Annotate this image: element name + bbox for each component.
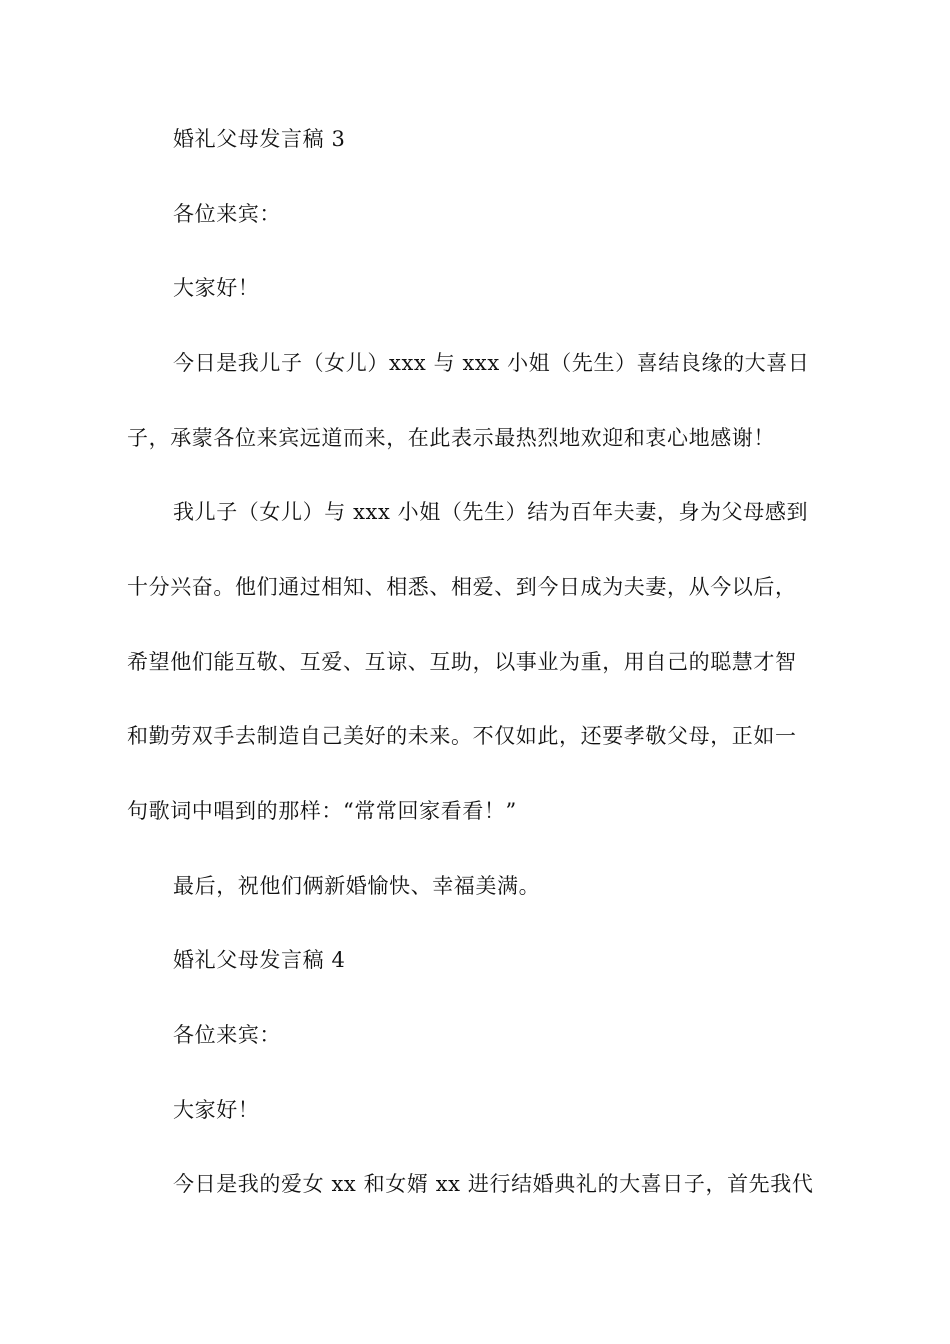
section-4-para1-line1: 今日是我的爱女 xx 和女婿 xx 进行结婚典礼的大喜日子，首先我代 xyxy=(173,1172,814,1196)
section-3-para3: 最后，祝他们俩新婚愉快、幸福美满。 xyxy=(173,874,541,898)
section-3-greeting: 大家好！ xyxy=(173,276,260,300)
section-3-para2-line4: 和勤劳双手去制造自己美好的未来。不仅如此，还要孝敬父母，正如一 xyxy=(127,724,797,748)
section-3-para1-line2: 子，承蒙各位来宾远道而来，在此表示最热烈地欢迎和衷心地感谢！ xyxy=(127,426,775,450)
section-3-para2-line2: 十分兴奋。他们通过相知、相悉、相爱、到今日成为夫妻，从今以后， xyxy=(127,575,797,599)
section-4-greeting: 大家好！ xyxy=(173,1098,260,1122)
section-3-para1-line1: 今日是我儿子（女儿）xxx 与 xxx 小姐（先生）喜结良缘的大喜日 xyxy=(173,351,810,375)
section-4-heading: 婚礼父母发言稿 4 xyxy=(173,948,346,972)
section-4-salutation: 各位来宾： xyxy=(173,1023,281,1047)
section-3-para2-line5: 句歌词中唱到的那样：“常常回家看看！” xyxy=(127,799,517,823)
section-3-salutation: 各位来宾： xyxy=(173,202,281,226)
section-3-heading: 婚礼父母发言稿 3 xyxy=(173,127,346,151)
section-3-para2-line1: 我儿子（女儿）与 xxx 小姐（先生）结为百年夫妻，身为父母感到 xyxy=(173,500,809,524)
section-3-para2-line3: 希望他们能互敬、互爱、互谅、互助，以事业为重，用自己的聪慧才智 xyxy=(127,650,797,674)
